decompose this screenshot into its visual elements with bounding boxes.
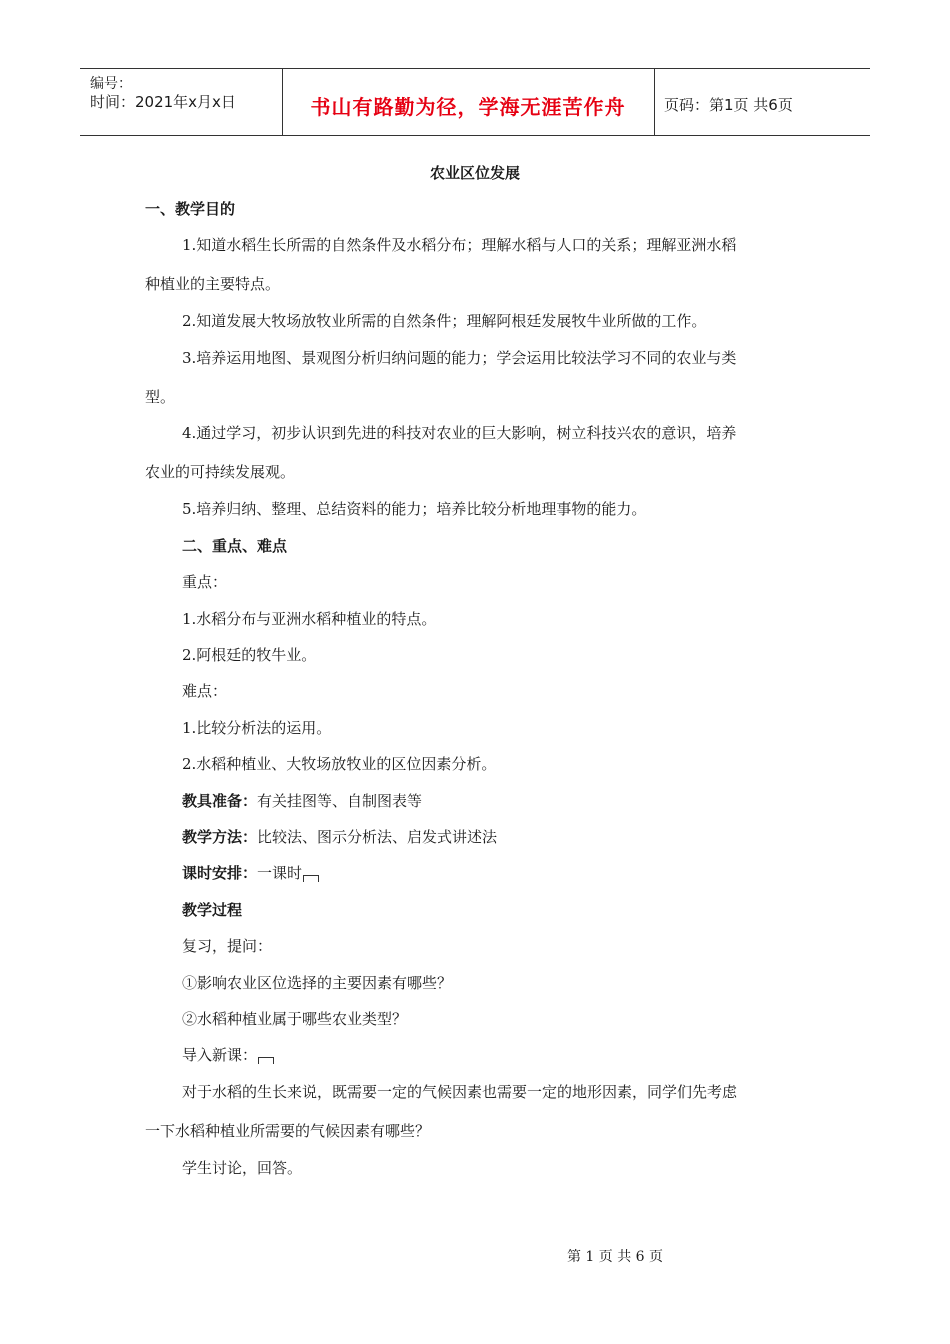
goal-5: 5.培养归纳、整理、总结资料的能力；培养比较分析地理事物的能力。: [182, 500, 647, 518]
review-prompt: 复习，提问：: [182, 937, 273, 955]
tools-line: [182, 792, 422, 810]
goal-4-line-2: 农业的可持续发展观。: [145, 463, 296, 481]
goal-4-line-1: 4.通过学习，初步认识到先进的科技对农业的巨大影响，树立科技兴农的意识，培养: [182, 424, 737, 442]
goal-1-line-2: 种植业的主要特点。: [145, 275, 281, 293]
goal-3-line-2: 型。: [145, 388, 176, 406]
section-heading-key-points: 二、重点、难点: [182, 537, 288, 555]
bracket-mark-icon: [258, 1057, 274, 1064]
page-footer: 第 1 页 共 6 页: [566, 1249, 664, 1265]
tools-label: 教具准备：: [182, 792, 258, 810]
document-date: 时间：2021年x月x日: [90, 93, 236, 111]
header-meta-cell: [80, 69, 283, 135]
page-info: 页码：第1页 共6页: [664, 96, 793, 114]
process-heading: 教学过程: [182, 901, 243, 919]
difficulty-label: 难点：: [182, 682, 228, 700]
document-number: 编号：: [90, 76, 132, 92]
section-heading-objectives: 一、教学目的: [145, 200, 236, 218]
key-point-2: 2.阿根廷的牧牛业。: [182, 646, 317, 664]
paragraph-1-line-1: 对于水稻的生长来说，既需要一定的气候因素也需要一定的地形因素，同学们先考虑: [182, 1083, 738, 1101]
method-label: 教学方法：: [182, 828, 258, 846]
paragraph-1-line-2: 一下水稻种植业所需要的气候因素有哪些？: [145, 1122, 431, 1140]
difficulty-2: 2.水稻种植业、大牧场放牧业的区位因素分析。: [182, 755, 497, 773]
question-1: ①影响农业区位选择的主要因素有哪些？: [182, 974, 453, 992]
document-title: 农业区位发展: [429, 164, 520, 182]
tools-value: 有关挂图等、自制图表等: [257, 792, 423, 810]
intro-line: [182, 1046, 274, 1064]
question-2: ②水稻种植业属于哪些农业类型？: [182, 1010, 408, 1028]
hours-line: [182, 864, 319, 882]
paragraph-2: 学生讨论，回答。: [182, 1159, 303, 1177]
header-motto-cell: [282, 69, 655, 135]
bracket-mark-icon: [303, 875, 319, 882]
intro-label: 导入新课：: [182, 1046, 258, 1064]
method-line: [182, 828, 497, 846]
motto: 书山有路勤为径，学海无涯苦作舟: [310, 95, 626, 119]
goal-3-line-1: 3.培养运用地图、景观图分析归纳问题的能力；学会运用比较法学习不同的农业与类: [182, 349, 737, 367]
page-header: [80, 68, 870, 136]
key-point-1: 1.水稻分布与亚洲水稻种植业的特点。: [182, 610, 437, 628]
method-value: 比较法、图示分析法、启发式讲述法: [257, 828, 498, 846]
goal-1-line-1: 1.知道水稻生长所需的自然条件及水稻分布；理解水稻与人口的关系；理解亚洲水稻: [182, 236, 737, 254]
goal-2: 2.知道发展大牧场放牧业所需的自然条件；理解阿根廷发展牧牛业所做的工作。: [182, 312, 707, 330]
header-page-cell: [654, 69, 870, 135]
hours-value: 一课时: [257, 864, 303, 882]
hours-label: 课时安排：: [182, 864, 258, 882]
difficulty-1: 1.比较分析法的运用。: [182, 719, 332, 737]
key-points-label: 重点：: [182, 573, 228, 591]
